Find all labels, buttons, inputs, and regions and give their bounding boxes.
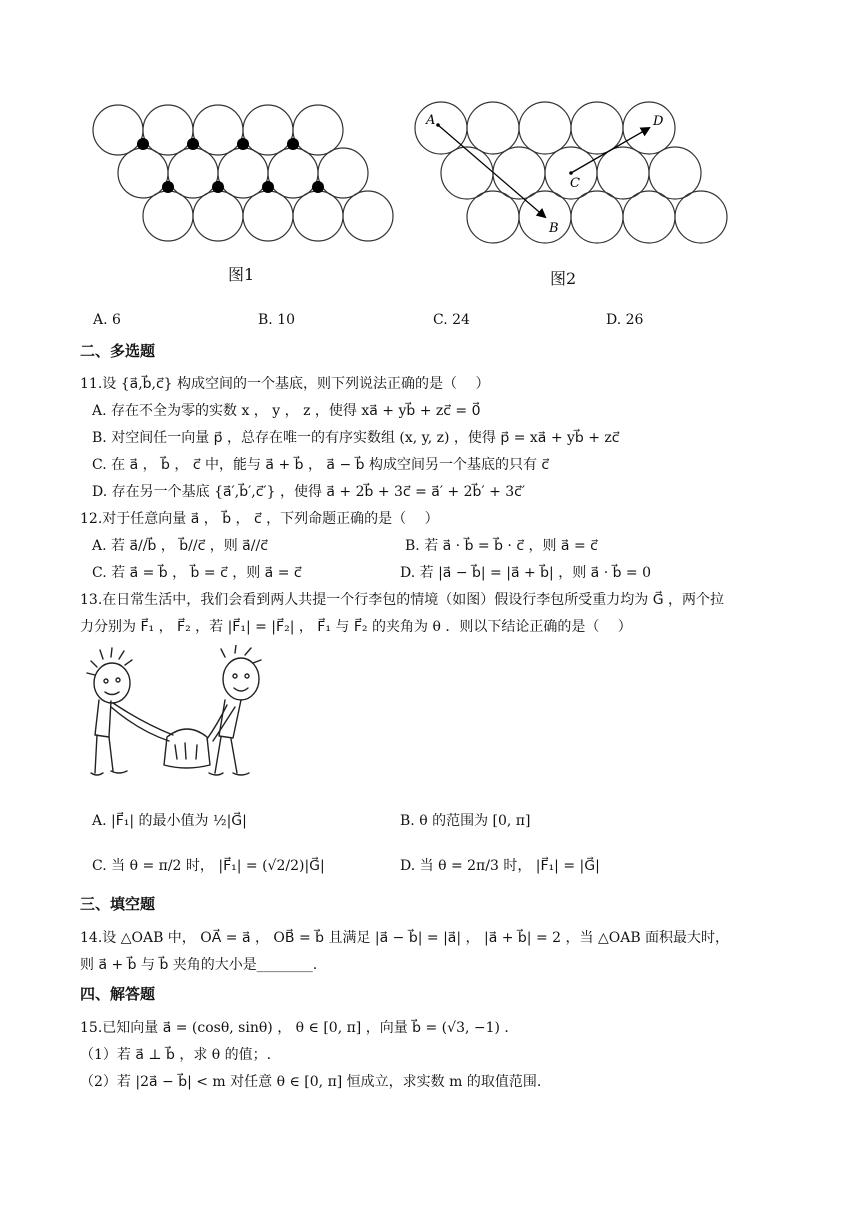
q12-option-b: B. 若 a⃗ · b⃗ = b⃗ · c⃗ ，则 a⃗ = c⃗ xyxy=(405,538,598,554)
q12-stem: 12.对于任意向量 a⃗ ， b⃗ ， c⃗ ，下列命题正确的是（ ） xyxy=(80,511,439,527)
q11-stem: 11.设 {a⃗,b⃗,c⃗} 构成空间的一个基底，则下列说法正确的是（ ） xyxy=(80,376,490,392)
q10-option-c: C. 24 xyxy=(433,312,470,328)
figure-1-circle-packing xyxy=(85,95,400,255)
q13-option-d: D. 当 θ = 2π/3 时， |F⃗₁| = |G⃗| xyxy=(400,858,600,874)
luggage-carrying-illustration xyxy=(85,645,275,795)
q10-option-a: A. 6 xyxy=(93,312,121,328)
q15-part-2: （2）若 |2a⃗ − b⃗| < m 对任意 θ ∈ [0, π] 恒成立，求实数 m 的取值范围. xyxy=(80,1074,542,1090)
q11-option-c: C. 在 a⃗ ， b⃗ ， c⃗ 中，能与 a⃗ + b⃗ ， a⃗ − b⃗ 构成空间另一个基底的只有 c⃗ xyxy=(92,457,550,473)
q14-line-1: 14.设 △OAB 中， OA⃗ = a⃗ ， OB⃗ = b⃗ 且满足 |a⃗ − b⃗| = |a⃗| ， |a⃗ + b⃗| = 2 ，当 △OAB 面积最大时， xyxy=(80,930,730,946)
vector-cd xyxy=(571,128,649,173)
q13-option-c: C. 当 θ = π/2 时， |F⃗₁| = (√2/2)|G⃗| xyxy=(92,858,325,874)
q15-part-1: （1）若 a⃗ ⊥ b⃗ ，求 θ 的值；. xyxy=(80,1047,272,1063)
q14-line-2: 则 a⃗ + b⃗ 与 b⃗ 夹角的大小是________. xyxy=(80,957,318,973)
point-c-label: C xyxy=(570,176,580,191)
point-d-label: D xyxy=(653,114,664,129)
q15-stem: 15.已知向量 a⃗ = (cosθ, sinθ) ， θ ∈ [0, π] ，向量 b⃗ = (√3, −1) ． xyxy=(80,1020,519,1036)
q12-option-c: C. 若 a⃗ = b⃗ ， b⃗ = c⃗ ，则 a⃗ = c⃗ xyxy=(92,565,302,581)
q13-stem-line-1: 13.在日常生活中，我们会看到两人共提一个行李包的情境（如图）假设行李包所受重力均为 G⃗ ，两个拉 xyxy=(80,592,725,608)
point-a-label: A xyxy=(426,113,436,128)
q13-stem-line-2: 力分别为 F⃗₁ ， F⃗₂ ，若 |F⃗₁| = |F⃗₂| ， F⃗₁ 与 F⃗₂ 的夹角为 θ ．则以下结论正确的是（ ） xyxy=(80,619,632,635)
figure-2-vector-diagram xyxy=(408,95,738,255)
q13-option-b: B. θ 的范围为 [0, π] xyxy=(400,813,531,829)
section-heading-solutions: 四、解答题 xyxy=(80,985,156,1003)
section-heading-multiple-choice: 二、多选题 xyxy=(80,342,156,360)
q10-option-d: D. 26 xyxy=(606,312,644,328)
figure-2-label: 图2 xyxy=(550,269,577,288)
q11-option-b: B. 对空间任一向量 p⃗ ，总存在唯一的有序实数组 (x, y, z) ，使得 p⃗ = xa⃗ + yb⃗ + zc⃗ xyxy=(92,430,620,446)
q10-option-b: B. 10 xyxy=(258,312,296,328)
q12-option-a: A. 若 a⃗//b⃗ ， b⃗//c⃗ ，则 a⃗//c⃗ xyxy=(92,538,268,554)
point-b-label: B xyxy=(549,221,559,236)
q11-option-d: D. 存在另一个基底 {a⃗′,b⃗′,c⃗′} ，使得 a⃗ + 2b⃗ + 3c⃗ = a⃗′ + 2b⃗′ + 3c⃗′ xyxy=(92,484,526,500)
vector-ab xyxy=(438,125,545,217)
q13-option-a: A. |F⃗₁| 的最小值为 ½|G⃗| xyxy=(92,813,247,829)
q11-option-a: A. 存在不全为零的实数 x ， y ， z ，使得 xa⃗ + yb⃗ + zc⃗ = 0⃗ xyxy=(92,403,481,419)
q12-option-d: D. 若 |a⃗ − b⃗| = |a⃗ + b⃗| ，则 a⃗ · b⃗ = 0 xyxy=(400,565,652,581)
section-heading-fill-in: 三、填空题 xyxy=(80,895,156,913)
figure-1-label: 图1 xyxy=(228,265,255,284)
